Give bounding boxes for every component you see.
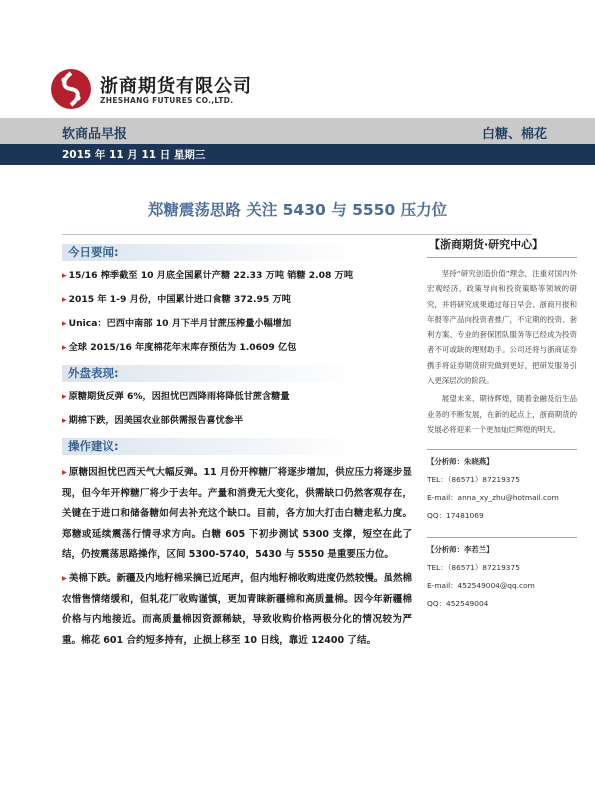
advice-paragraph-cotton: ▸ 美棉下跌。新疆及内地籽棉采摘已近尾声，但内地籽棉收购进度仍然较慢。虽然棉农惜售情绪缓和，但轧花厂收购谨慎，更加青睐新疆棉和高质量棉。因今年新疆棉价格与内地接近。而高质量棉因资源稀缺，导致收购价格两极分化的情况较为严重。棉花 601 合约短多持有，止损上移至 10 日线，靠近 12400 了结。 (62, 572, 412, 646)
bullet-icon: ▸ (62, 342, 67, 353)
news-item: ▸ 15/16 榨季截至 10 月底全国累计产糖 22.33 万吨 销糖 2.08 万吨 (62, 270, 354, 281)
sidebar-intro (427, 266, 577, 437)
bullet-icon: ▸ (62, 318, 67, 329)
report-category: 软商品早报 (62, 127, 128, 142)
report-date: 2015 年 11 月 11 日 星期三 (62, 149, 206, 161)
analyst-email[interactable]: E-mail：452549004@qq.com (427, 581, 535, 591)
bullet-icon: ▸ (62, 294, 67, 305)
external-item: ▸ 期棉下跌，因美国农业部供需报告喜忧参半 (62, 415, 244, 426)
analyst-tel: TEL：（86571）87219375 (427, 475, 520, 485)
main-content (62, 244, 412, 654)
analyst-tel: TEL：（86571）87219375 (427, 563, 520, 573)
report-commodities: 白糖、棉花 (481, 127, 547, 142)
zheshang-logo-icon (50, 68, 92, 110)
sidebar-paragraph: 展望未来、期待辉煌，随着金融及衍生品业务的不断发展，在新的起点上，浙商期货的发展必将迎来一个更加灿烂辉煌的明天。 (427, 394, 577, 434)
company-name-cn: 浙商期货有限公司 (100, 76, 252, 97)
category-bar (0, 118, 595, 144)
section-heading-external: 外盘表现: (62, 365, 412, 382)
news-item: ▸ Unica：巴西中南部 10 月下半月甘蔗压榨量小幅增加 (62, 318, 292, 329)
bullet-icon: ▸ (62, 415, 67, 426)
news-item: ▸ 全球 2015/16 年度棉花年末库存预估为 1.0609 亿包 (62, 342, 297, 353)
company-logo (50, 66, 290, 112)
document-title: 郑糖震荡思路 关注 5430 与 5550 压力位 (147, 201, 448, 219)
news-item: ▸ 2015 年 1-9 月份，中国累计进口食糖 372.95 万吨 (62, 294, 291, 305)
bullet-icon: ▸ (62, 572, 67, 584)
external-item: ▸ 原糖期货反弹 6%，因担忧巴西降雨将降低甘蔗含糖量 (62, 391, 290, 402)
advice-paragraph-sugar: ▸ 原糖因担忧巴西天气大幅反弹。11 月份开榨糖厂将逐步增加，供应压力将逐步显现，但今年开榨糖厂将少于去年。产量和消费无大变化，供需缺口仍然客观存在，关键在于进口和储备糖如何去补充这个缺口。目前，各方加大打击白糖走私力度。郑糖或延续震荡行情寻求方向。白糖 605 下初步测试 5300 支撑，短空在此了结，仍按震荡思路操作，区间 5300-5740，5430 与 5550 是重要压力位。 (62, 467, 412, 561)
analyst-name: 【分析师：朱晓燕】 (427, 457, 494, 467)
analyst-card (427, 537, 577, 613)
bullet-icon: ▸ (62, 391, 67, 402)
analyst-qq: QQ：452549004 (427, 599, 489, 609)
section-heading-advice: 操作建议: (62, 438, 412, 455)
sidebar-heading: 【浙商期货·研究中心】 (427, 234, 577, 258)
company-name-en: ZHESHANG FUTURES CO.,LTD. (100, 96, 234, 105)
analyst-name: 【分析师：李若兰】 (427, 545, 494, 555)
section-heading-news: 今日要闻: (62, 244, 412, 261)
analyst-card (427, 449, 577, 525)
analyst-qq: QQ：17481069 (427, 511, 484, 521)
sidebar (427, 234, 577, 613)
sidebar-paragraph: 坚持“研究创造价值”理念，注重对国内外宏观经济、政策导向和投资策略等领域的研究，并将研究成果通过每日早会、浙商月报和年报等产品向投资者推广，不定期的投资、套利方案、专业的套保团队服务等已经成为投资者不可或缺的理财助手。公司还将与浙商证券携手将证券期货研究做到更好，把研发服务引入更深层次的阶段。 (427, 269, 577, 386)
analyst-email[interactable]: E-mail：anna_xy_zhu@hotmail.com (427, 493, 559, 503)
date-bar (0, 144, 595, 165)
bullet-icon: ▸ (62, 467, 67, 478)
bullet-icon: ▸ (62, 270, 67, 281)
